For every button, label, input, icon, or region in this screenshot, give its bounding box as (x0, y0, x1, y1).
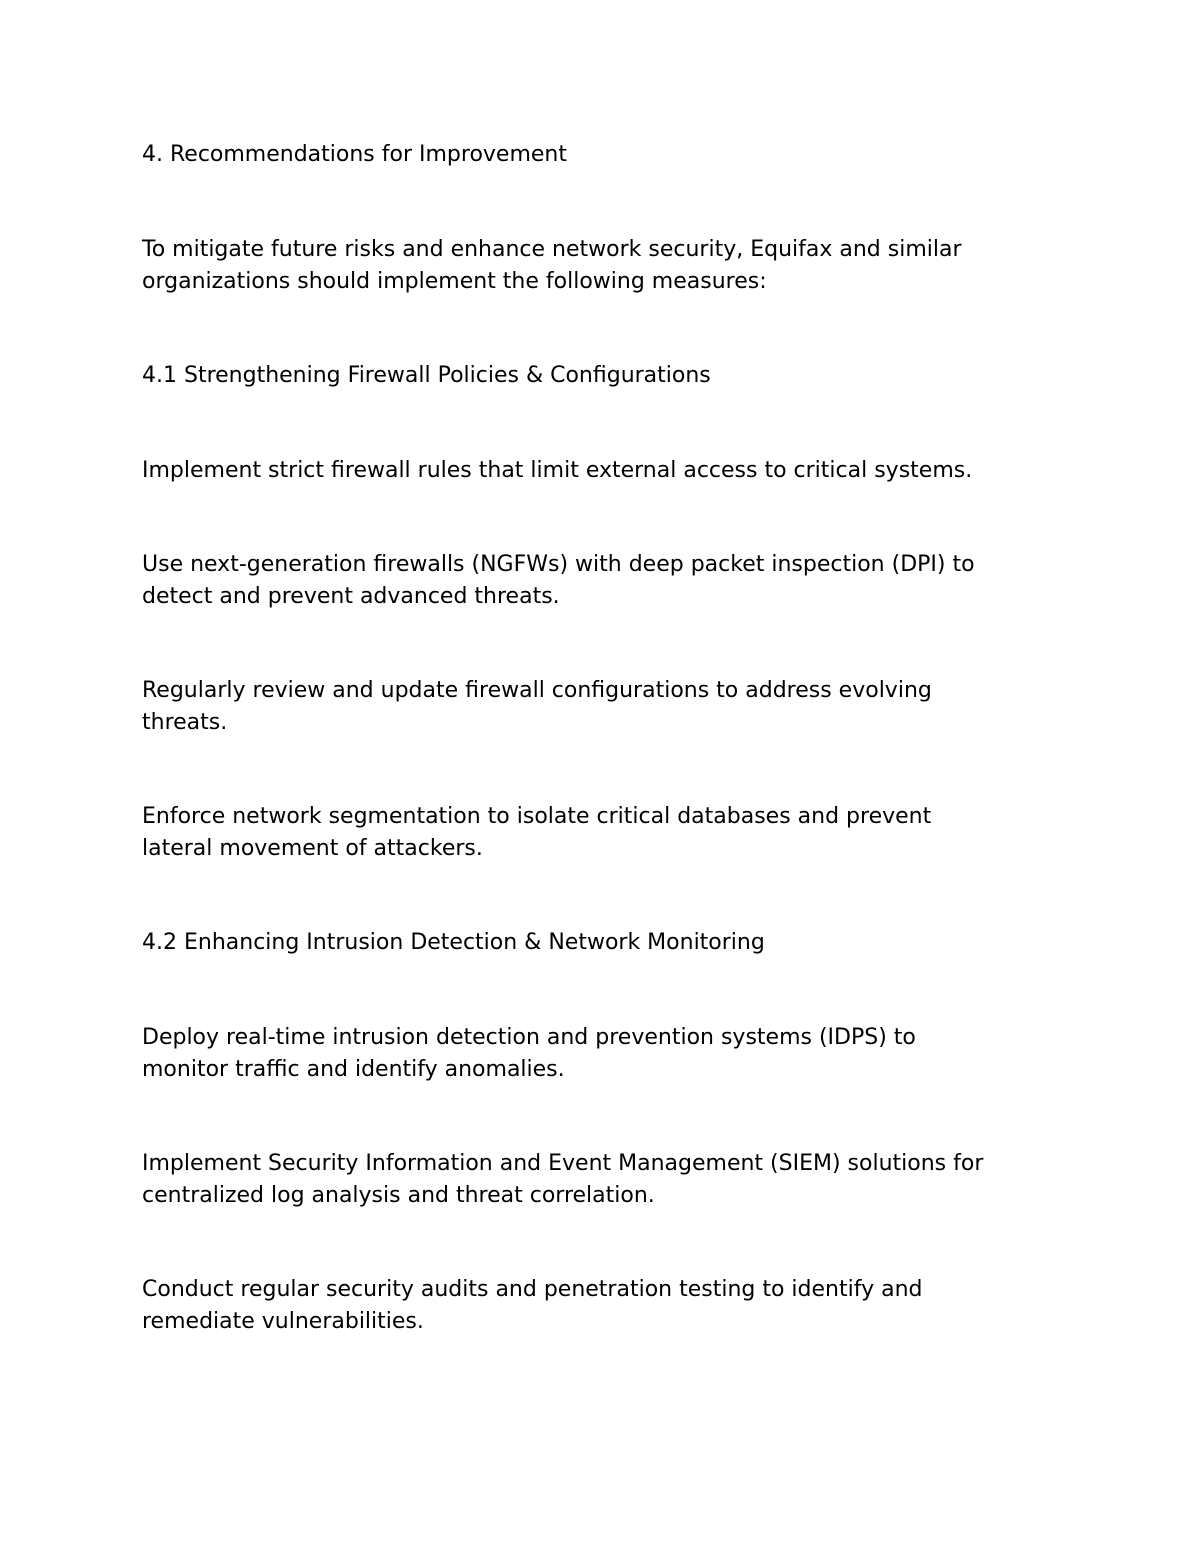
paragraph-line: remediate vulnerabilities. (142, 1309, 424, 1334)
paragraph-firewall-rules (142, 455, 1062, 487)
paragraph-ngfw (142, 549, 1062, 613)
section-heading-4-1 (142, 360, 1062, 392)
paragraph-line: centralized log analysis and threat correlation. (142, 1183, 655, 1208)
section-heading-4-2 (142, 927, 1062, 959)
paragraph-line: Use next-generation firewalls (NGFWs) with deep packet inspection (DPI) to (142, 552, 975, 577)
paragraph-line: detect and prevent advanced threats. (142, 584, 560, 609)
paragraph-segmentation (142, 801, 1062, 865)
paragraph-line: Enforce network segmentation to isolate critical databases and prevent (142, 804, 932, 829)
heading-text: 4. Recommendations for Improvement (142, 142, 567, 167)
paragraph-audits (142, 1274, 1062, 1338)
heading-text: 4.1 Strengthening Firewall Policies & Configurations (142, 363, 711, 388)
paragraph-line: threats. (142, 710, 228, 735)
paragraph-line: Implement Security Information and Event Management (SIEM) solutions for (142, 1151, 984, 1176)
paragraph-line: Regularly review and update firewall configurations to address evolving (142, 678, 932, 703)
paragraph-line: Implement strict firewall rules that limit external access to critical systems. (142, 458, 973, 483)
paragraph-line: Deploy real-time intrusion detection and prevention systems (IDPS) to (142, 1025, 916, 1050)
paragraph-idps (142, 1022, 1062, 1086)
section-heading-4 (142, 139, 1062, 171)
paragraph-line: Conduct regular security audits and penetration testing to identify and (142, 1277, 923, 1302)
paragraph-line: lateral movement of attackers. (142, 836, 483, 861)
intro-paragraph (142, 234, 1062, 298)
intro-line: organizations should implement the following measures: (142, 269, 767, 294)
paragraph-line: monitor traffic and identify anomalies. (142, 1057, 565, 1082)
paragraph-review-config (142, 675, 1062, 739)
intro-line: To mitigate future risks and enhance network security, Equifax and similar (142, 237, 962, 262)
paragraph-siem (142, 1148, 1062, 1212)
heading-text: 4.2 Enhancing Intrusion Detection & Network Monitoring (142, 930, 765, 955)
